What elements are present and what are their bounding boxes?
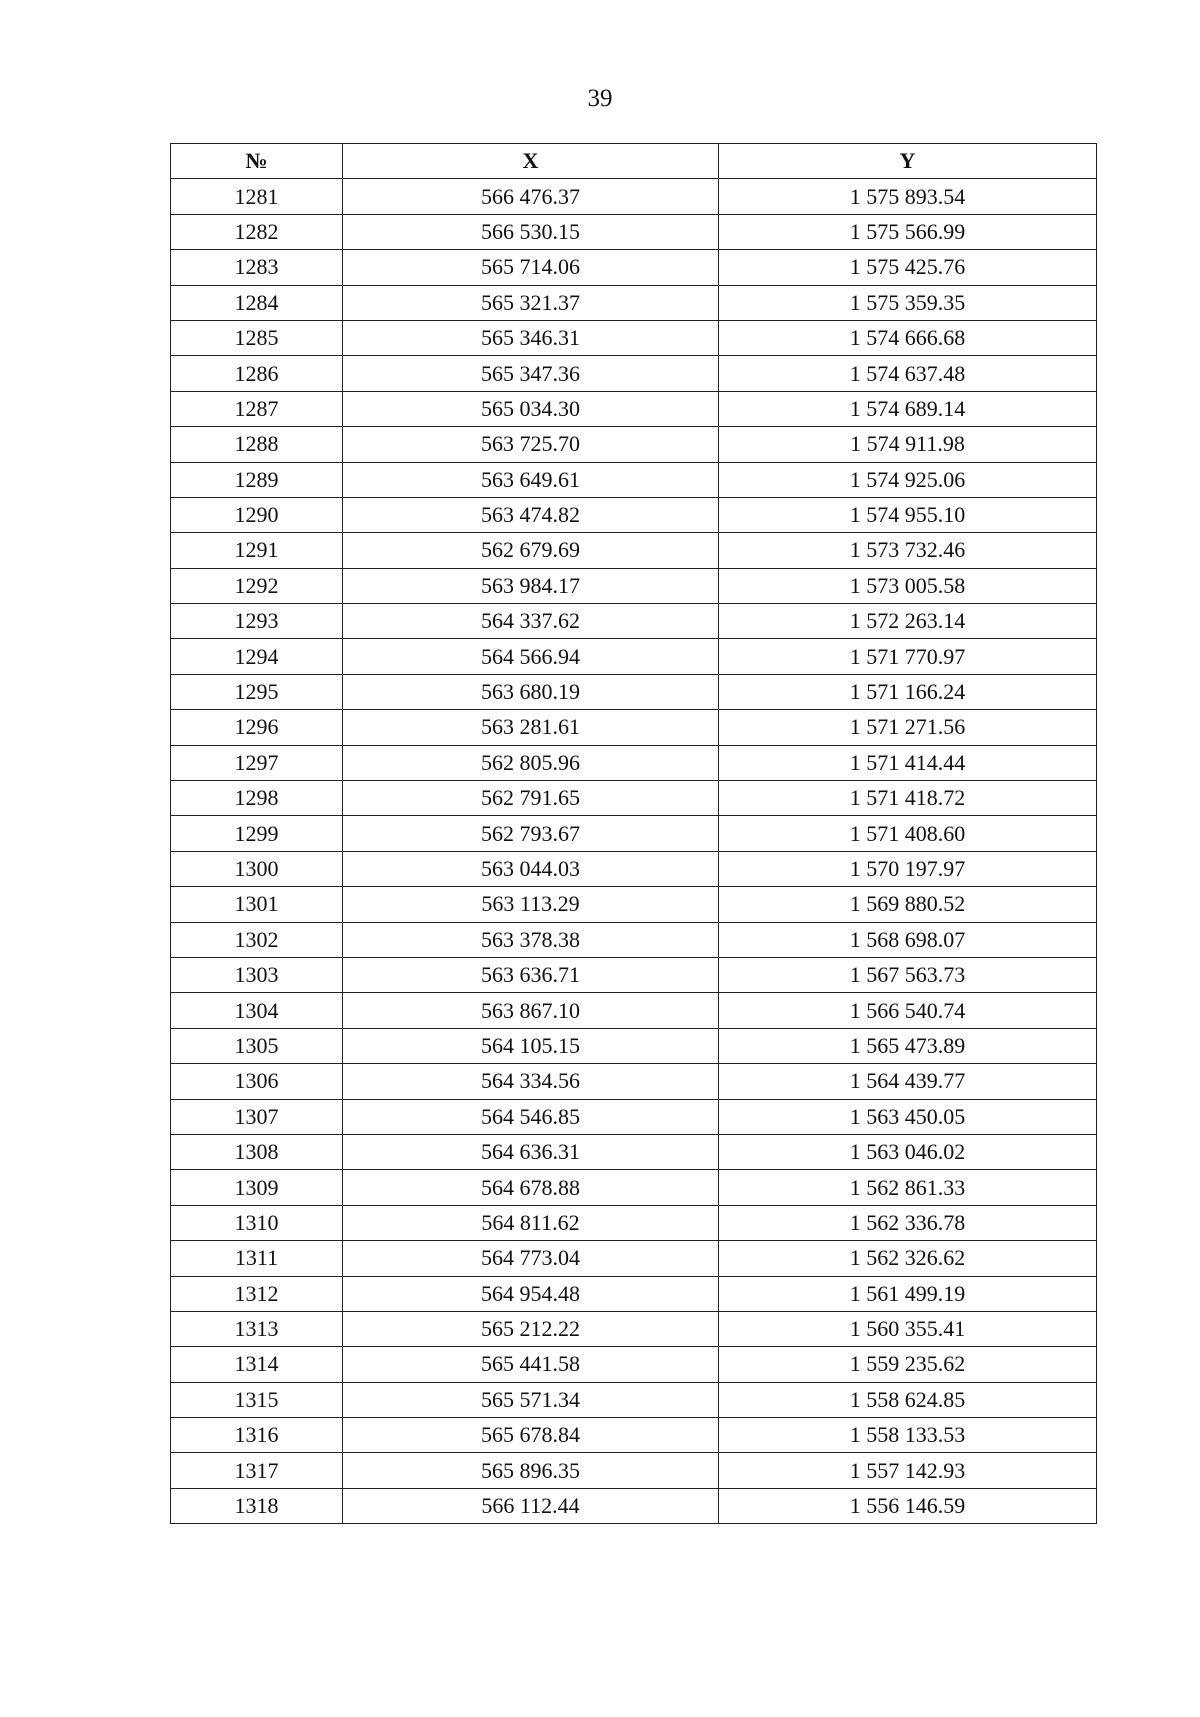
table-row xyxy=(171,887,1097,922)
cell-y: 1 571 418.72 xyxy=(719,781,1097,816)
cell-number: 1298 xyxy=(171,781,343,816)
cell-number: 1317 xyxy=(171,1453,343,1488)
cell-y: 1 559 235.62 xyxy=(719,1347,1097,1382)
cell-y: 1 557 142.93 xyxy=(719,1453,1097,1488)
cell-number: 1306 xyxy=(171,1064,343,1099)
table-row xyxy=(171,179,1097,214)
cell-x: 565 034.30 xyxy=(343,391,719,426)
table-row xyxy=(171,639,1097,674)
table-row xyxy=(171,710,1097,745)
cell-number: 1299 xyxy=(171,816,343,851)
cell-x: 564 773.04 xyxy=(343,1241,719,1276)
cell-number: 1314 xyxy=(171,1347,343,1382)
cell-y: 1 562 326.62 xyxy=(719,1241,1097,1276)
cell-y: 1 556 146.59 xyxy=(719,1488,1097,1523)
cell-x: 563 649.61 xyxy=(343,462,719,497)
table-row xyxy=(171,214,1097,249)
header-y: Y xyxy=(719,144,1097,179)
cell-number: 1287 xyxy=(171,391,343,426)
table-row xyxy=(171,674,1097,709)
cell-number: 1286 xyxy=(171,356,343,391)
cell-y: 1 564 439.77 xyxy=(719,1064,1097,1099)
table-row xyxy=(171,356,1097,391)
cell-number: 1316 xyxy=(171,1418,343,1453)
cell-number: 1303 xyxy=(171,957,343,992)
cell-number: 1315 xyxy=(171,1382,343,1417)
table-row xyxy=(171,1488,1097,1523)
cell-number: 1288 xyxy=(171,427,343,462)
cell-number: 1310 xyxy=(171,1205,343,1240)
cell-x: 562 791.65 xyxy=(343,781,719,816)
cell-number: 1282 xyxy=(171,214,343,249)
table-row xyxy=(171,1347,1097,1382)
cell-number: 1292 xyxy=(171,568,343,603)
cell-y: 1 573 732.46 xyxy=(719,533,1097,568)
cell-y: 1 571 414.44 xyxy=(719,745,1097,780)
cell-x: 563 044.03 xyxy=(343,851,719,886)
table-row xyxy=(171,1241,1097,1276)
table-row xyxy=(171,1099,1097,1134)
cell-number: 1285 xyxy=(171,320,343,355)
header-number: № xyxy=(171,144,343,179)
table-row xyxy=(171,922,1097,957)
cell-x: 562 793.67 xyxy=(343,816,719,851)
cell-y: 1 575 893.54 xyxy=(719,179,1097,214)
table-row xyxy=(171,1382,1097,1417)
table-row xyxy=(171,1453,1097,1488)
cell-x: 563 636.71 xyxy=(343,957,719,992)
cell-number: 1318 xyxy=(171,1488,343,1523)
cell-number: 1294 xyxy=(171,639,343,674)
cell-y: 1 565 473.89 xyxy=(719,1028,1097,1063)
table-row xyxy=(171,1276,1097,1311)
cell-x: 564 811.62 xyxy=(343,1205,719,1240)
cell-y: 1 558 624.85 xyxy=(719,1382,1097,1417)
table-row xyxy=(171,1418,1097,1453)
cell-y: 1 575 425.76 xyxy=(719,250,1097,285)
cell-number: 1297 xyxy=(171,745,343,780)
table-row xyxy=(171,320,1097,355)
table-row xyxy=(171,497,1097,532)
cell-number: 1289 xyxy=(171,462,343,497)
cell-x: 566 112.44 xyxy=(343,1488,719,1523)
cell-x: 564 678.88 xyxy=(343,1170,719,1205)
cell-x: 564 546.85 xyxy=(343,1099,719,1134)
table-row xyxy=(171,1064,1097,1099)
cell-number: 1296 xyxy=(171,710,343,745)
cell-y: 1 569 880.52 xyxy=(719,887,1097,922)
table-row xyxy=(171,391,1097,426)
table-row xyxy=(171,851,1097,886)
table-row xyxy=(171,993,1097,1028)
table-row xyxy=(171,816,1097,851)
cell-x: 564 105.15 xyxy=(343,1028,719,1063)
cell-x: 565 896.35 xyxy=(343,1453,719,1488)
cell-x: 562 679.69 xyxy=(343,533,719,568)
table-row xyxy=(171,1205,1097,1240)
cell-x: 565 571.34 xyxy=(343,1382,719,1417)
cell-y: 1 562 336.78 xyxy=(719,1205,1097,1240)
cell-number: 1281 xyxy=(171,179,343,214)
cell-x: 563 281.61 xyxy=(343,710,719,745)
cell-number: 1308 xyxy=(171,1134,343,1169)
cell-y: 1 558 133.53 xyxy=(719,1418,1097,1453)
cell-y: 1 571 166.24 xyxy=(719,674,1097,709)
cell-number: 1284 xyxy=(171,285,343,320)
cell-number: 1305 xyxy=(171,1028,343,1063)
cell-number: 1290 xyxy=(171,497,343,532)
cell-x: 565 212.22 xyxy=(343,1311,719,1346)
cell-x: 564 636.31 xyxy=(343,1134,719,1169)
cell-y: 1 574 689.14 xyxy=(719,391,1097,426)
cell-x: 563 474.82 xyxy=(343,497,719,532)
cell-x: 564 566.94 xyxy=(343,639,719,674)
cell-y: 1 571 408.60 xyxy=(719,816,1097,851)
cell-y: 1 571 271.56 xyxy=(719,710,1097,745)
cell-x: 566 530.15 xyxy=(343,214,719,249)
cell-x: 565 346.31 xyxy=(343,320,719,355)
table-row xyxy=(171,427,1097,462)
cell-x: 563 725.70 xyxy=(343,427,719,462)
header-x: X xyxy=(343,144,719,179)
cell-y: 1 568 698.07 xyxy=(719,922,1097,957)
cell-y: 1 560 355.41 xyxy=(719,1311,1097,1346)
table-row xyxy=(171,533,1097,568)
cell-x: 563 867.10 xyxy=(343,993,719,1028)
cell-y: 1 574 925.06 xyxy=(719,462,1097,497)
cell-y: 1 573 005.58 xyxy=(719,568,1097,603)
cell-number: 1293 xyxy=(171,604,343,639)
table-header-row xyxy=(171,144,1097,179)
cell-x: 565 714.06 xyxy=(343,250,719,285)
cell-y: 1 575 359.35 xyxy=(719,285,1097,320)
cell-number: 1309 xyxy=(171,1170,343,1205)
table-row xyxy=(171,1134,1097,1169)
cell-y: 1 571 770.97 xyxy=(719,639,1097,674)
cell-y: 1 566 540.74 xyxy=(719,993,1097,1028)
cell-y: 1 563 046.02 xyxy=(719,1134,1097,1169)
cell-number: 1300 xyxy=(171,851,343,886)
cell-x: 563 113.29 xyxy=(343,887,719,922)
cell-number: 1304 xyxy=(171,993,343,1028)
page-number: 39 xyxy=(587,85,613,112)
table-row xyxy=(171,1311,1097,1346)
cell-x: 564 954.48 xyxy=(343,1276,719,1311)
cell-number: 1295 xyxy=(171,674,343,709)
cell-y: 1 574 955.10 xyxy=(719,497,1097,532)
cell-x: 563 378.38 xyxy=(343,922,719,957)
table-row xyxy=(171,745,1097,780)
cell-y: 1 574 666.68 xyxy=(719,320,1097,355)
cell-x: 563 680.19 xyxy=(343,674,719,709)
cell-x: 566 476.37 xyxy=(343,179,719,214)
cell-y: 1 574 637.48 xyxy=(719,356,1097,391)
cell-y: 1 567 563.73 xyxy=(719,957,1097,992)
cell-y: 1 575 566.99 xyxy=(719,214,1097,249)
cell-x: 564 337.62 xyxy=(343,604,719,639)
table-row xyxy=(171,285,1097,320)
cell-x: 565 678.84 xyxy=(343,1418,719,1453)
cell-x: 565 347.36 xyxy=(343,356,719,391)
coordinates-table xyxy=(170,143,1097,1524)
cell-x: 564 334.56 xyxy=(343,1064,719,1099)
cell-x: 563 984.17 xyxy=(343,568,719,603)
table-body xyxy=(171,179,1097,1524)
table-row xyxy=(171,462,1097,497)
cell-number: 1313 xyxy=(171,1311,343,1346)
table-row xyxy=(171,604,1097,639)
cell-number: 1291 xyxy=(171,533,343,568)
table-row xyxy=(171,250,1097,285)
cell-x: 565 321.37 xyxy=(343,285,719,320)
cell-y: 1 562 861.33 xyxy=(719,1170,1097,1205)
cell-number: 1312 xyxy=(171,1276,343,1311)
table-row xyxy=(171,957,1097,992)
cell-x: 565 441.58 xyxy=(343,1347,719,1382)
table-row xyxy=(171,568,1097,603)
table-row xyxy=(171,1170,1097,1205)
cell-number: 1302 xyxy=(171,922,343,957)
cell-number: 1301 xyxy=(171,887,343,922)
cell-number: 1311 xyxy=(171,1241,343,1276)
cell-number: 1283 xyxy=(171,250,343,285)
table-row xyxy=(171,1028,1097,1063)
cell-x: 562 805.96 xyxy=(343,745,719,780)
cell-y: 1 570 197.97 xyxy=(719,851,1097,886)
table-row xyxy=(171,781,1097,816)
cell-y: 1 572 263.14 xyxy=(719,604,1097,639)
cell-y: 1 561 499.19 xyxy=(719,1276,1097,1311)
cell-y: 1 574 911.98 xyxy=(719,427,1097,462)
cell-y: 1 563 450.05 xyxy=(719,1099,1097,1134)
cell-number: 1307 xyxy=(171,1099,343,1134)
